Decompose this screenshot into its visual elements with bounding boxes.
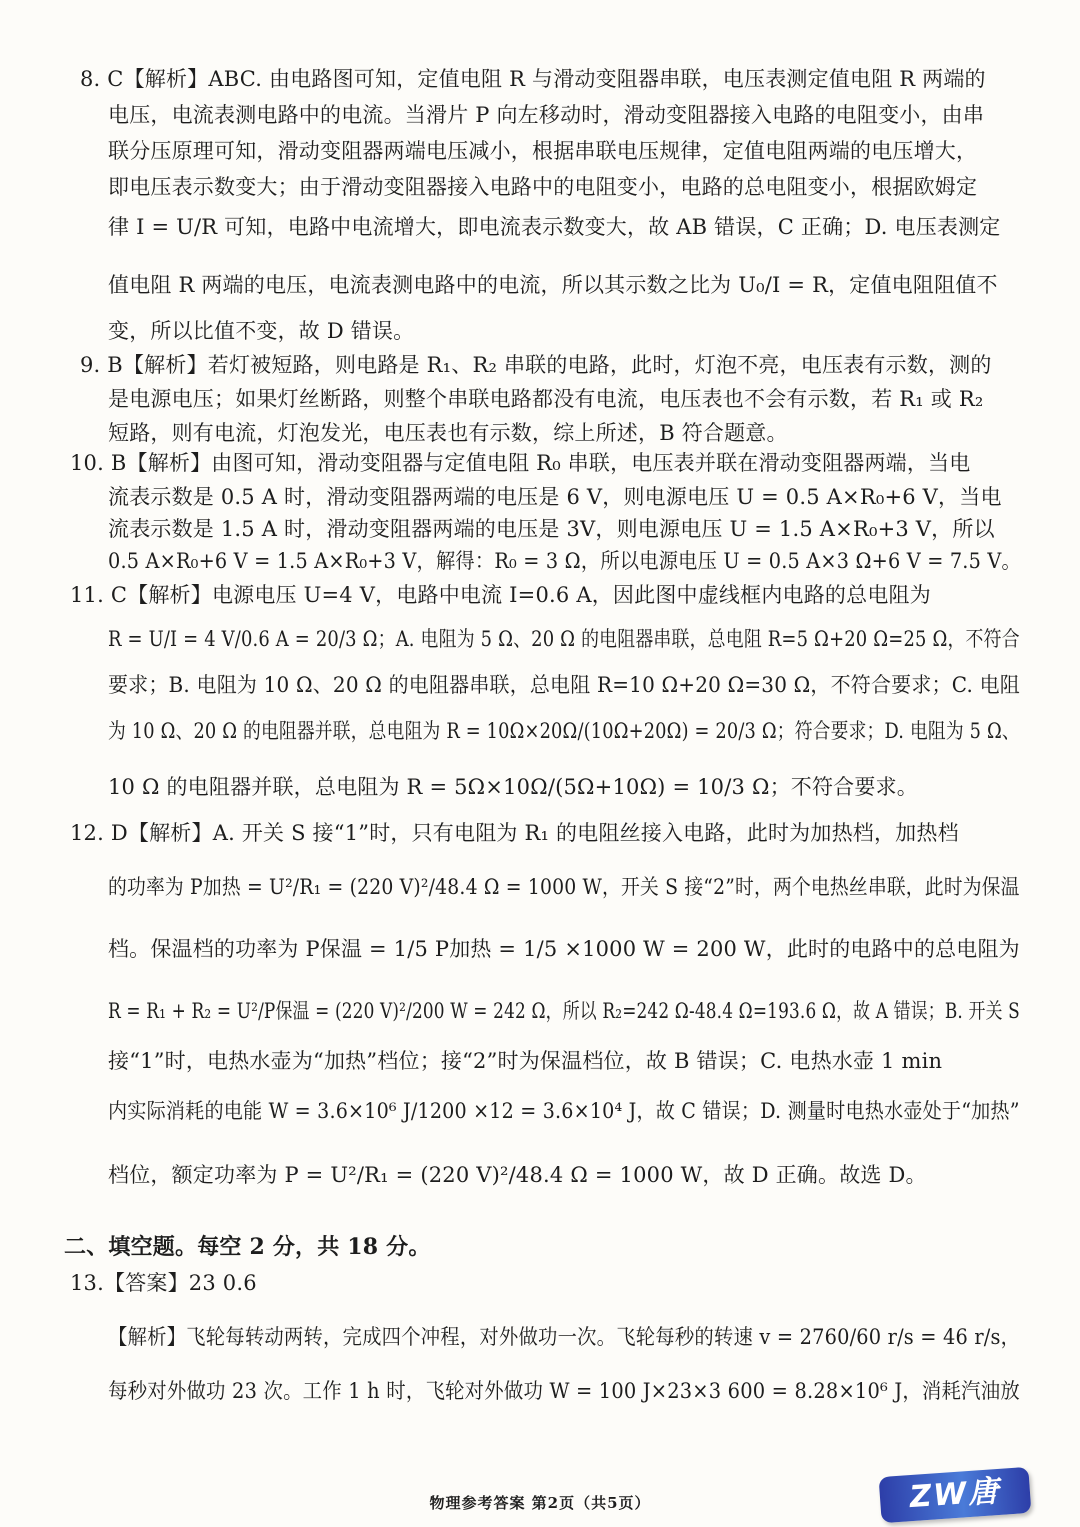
text-line: 9. B【解析】若灯被短路，则电路是 R₁、R₂ 串联的电路，此时，灯泡不亮，电压表有示数，测的 — [80, 353, 992, 377]
text-line: 12. D【解析】A. 开关 S 接“1”时，只有电阻为 R₁ 的电阻丝接入电路，此时为加热档，加热档 — [70, 821, 959, 845]
text-line: 为 10 Ω、20 Ω 的电阻器并联，总电阻为 R = 10Ω×20Ω/(10Ω+20Ω) = 20/3 Ω；符合要求；D. 电阻为 5 Ω、 — [108, 719, 1020, 743]
text-line: 流表示数是 0.5 A 时，滑动变阻器两端的电压是 6 V，则电源电压 U = 0.5 A×R₀+6 V，当电 — [108, 485, 1002, 509]
text-line: 流表示数是 1.5 A 时，滑动变阻器两端的电压是 3V，则电源电压 U = 1.5 A×R₀+3 V，所以 — [108, 517, 995, 541]
text-line: 电压，电流表测电路中的电流。当滑片 P 向左移动时，滑动变阻器接入电路的电阻变小，由串 — [108, 103, 985, 127]
text-line: 联分压原理可知，滑动变阻器两端电压减小，根据串联电压规律，定值电阻两端的电压增大， — [108, 139, 978, 163]
page-footer: 物理参考答案 第2页（共5页） — [429, 1494, 651, 1512]
text-line: 11. C【解析】电源电压 U=4 V，电路中电流 I=0.6 A，因此图中虚线框内电路的总电阻为 — [70, 583, 931, 607]
text-line: 10. B【解析】由图可知，滑动变阻器与定值电阻 R₀ 串联，电压表并联在滑动变阻器两端，当电 — [70, 451, 971, 475]
text-line: 变，所以比值不变，故 D 错误。 — [108, 319, 415, 343]
text-line: 值电阻 R 两端的电压，电流表测电路中的电流，所以其示数之比为 U₀/I = R，定值电阻阻值不 — [108, 273, 998, 297]
brand-logo: ZW唐 — [879, 1467, 1032, 1523]
text-line: 接“1”时，电热水壶为“加热”档位；接“2”时为保温档位，故 B 错误；C. 电热水壶 1 min — [108, 1049, 943, 1073]
text-line: 是电源电压；如果灯丝断路，则整个串联电路都没有电流，电压表也不会有示数，若 R₁ 或 R₂ — [108, 387, 984, 411]
text-line: R = U/I = 4 V/0.6 A = 20/3 Ω；A. 电阻为 5 Ω、20 Ω 的电阻器串联，总电阻 R=5 Ω+20 Ω=25 Ω，不符合 — [108, 627, 1020, 651]
text-line: R = R₁ + R₂ = U²/P保温 = (220 V)²/200 W = 242 Ω，所以 R₂=242 Ω-48.4 Ω=193.6 Ω，故 A 错误；B. 开关 S — [108, 999, 1020, 1023]
text-line: 10 Ω 的电阻器并联，总电阻为 R = 5Ω×10Ω/(5Ω+10Ω) = 10/3 Ω；不符合要求。 — [108, 775, 918, 799]
text-line: 每秒对外做功 23 次。工作 1 h 时，飞轮对外做功 W = 100 J×23×3 600 = 8.28×10⁶ J，消耗汽油放 — [108, 1379, 1020, 1403]
text-line: 【解析】飞轮每转动两转，完成四个冲程，对外做功一次。飞轮每秒的转速 v = 2760/60 r/s = 46 r/s， — [108, 1325, 1021, 1349]
section-title: 二、填空题。每空 2 分，共 18 分。 — [64, 1234, 431, 1260]
text-line: 0.5 A×R₀+6 V = 1.5 A×R₀+3 V，解得：R₀ = 3 Ω，所以电源电压 U = 0.5 A×3 Ω+6 V = 7.5 V。 — [108, 549, 1021, 573]
text-line: 8. C【解析】ABC. 由电路图可知，定值电阻 R 与滑动变阻器串联，电压表测定值电阻 R 两端的 — [80, 67, 986, 91]
text-line: 档位，额定功率为 P = U²/R₁ = (220 V)²/48.4 Ω = 1000 W，故 D 正确。故选 D。 — [108, 1163, 927, 1187]
text-line: 短路，则有电流，灯泡发光，电压表也有示数，综上所述，B 符合题意。 — [108, 421, 788, 445]
text-line: 即电压表示数变大；由于滑动变阻器接入电路中的电阻变小，电路的总电阻变小，根据欧姆定 — [108, 175, 978, 199]
text-line: 内实际消耗的电能 W = 3.6×10⁶ J/1200 ×12 = 3.6×10⁴ J，故 C 错误；D. 测量时电热水壶处于“加热” — [108, 1099, 1020, 1123]
text-line: 档。保温档的功率为 P保温 = 1/5 P加热 = 1/5 ×1000 W = 200 W，此时的电路中的总电阻为 — [108, 937, 1020, 961]
text-line: 律 I = U/R 可知，电路中电流增大，即电流表示数变大，故 AB 错误，C 正确；D. 电压表测定 — [108, 215, 1001, 239]
text-line: 要求；B. 电阻为 10 Ω、20 Ω 的电阻器串联，总电阻 R=10 Ω+20 Ω=30 Ω，不符合要求；C. 电阻 — [108, 673, 1020, 697]
text-line: 的功率为 P加热 = U²/R₁ = (220 V)²/48.4 Ω = 1000 W，开关 S 接“2”时，两个电热丝串联，此时为保温 — [108, 875, 1020, 899]
text-line: 13.【答案】23 0.6 — [70, 1271, 257, 1295]
